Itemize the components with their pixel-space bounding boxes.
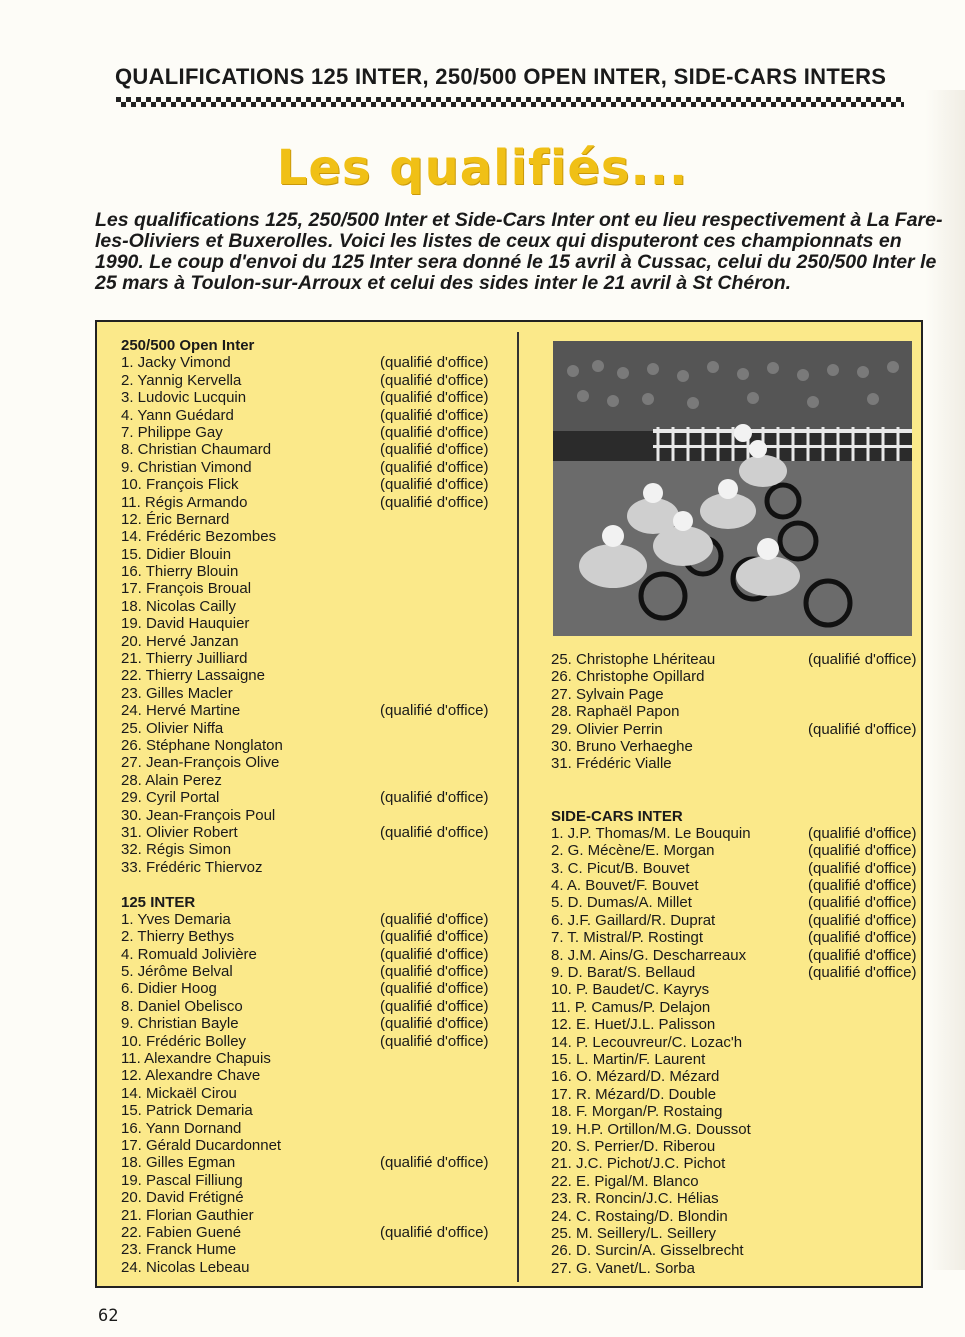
rider-row	[551, 721, 921, 738]
crew-row	[551, 1173, 921, 1190]
rider-name: 30. Bruno Verhaeghe	[551, 737, 693, 755]
qualification-status: (qualifié d'office)	[808, 877, 917, 895]
open-inter-list	[121, 354, 511, 876]
rider-name: 18. Gilles Egman	[121, 1154, 236, 1172]
rider-row	[121, 1137, 511, 1154]
rider-name: 23. Gilles Macler	[121, 684, 233, 702]
crew-name: 17. R. Mézard/D. Double	[551, 1085, 717, 1103]
rider-name: 7. Philippe Gay	[121, 423, 223, 441]
rider-row	[121, 650, 511, 667]
inter-125-continued-list	[551, 651, 921, 773]
crew-row	[551, 981, 921, 998]
checkered-rule	[116, 97, 904, 107]
rider-row	[121, 963, 511, 980]
rider-row	[121, 807, 511, 824]
rider-row	[121, 737, 511, 754]
crew-row	[551, 1260, 921, 1277]
crew-row	[551, 1016, 921, 1033]
crew-name: 4. A. Bouvet/F. Bouvet	[551, 877, 699, 895]
rider-name: 25. Olivier Niffa	[121, 719, 224, 737]
motocross-start-photo	[553, 341, 912, 636]
crew-row	[551, 964, 921, 981]
rider-name: 15. Didier Blouin	[121, 545, 232, 563]
rider-name: 32. Régis Simon	[121, 841, 232, 859]
rider-name: 11. Alexandre Chapuis	[121, 1050, 271, 1068]
crew-row	[551, 1138, 921, 1155]
rider-row	[121, 580, 511, 597]
rider-name: 31. Olivier Robert	[121, 823, 238, 841]
photo-illustration	[553, 341, 912, 636]
rider-name: 19. Pascal Filliung	[121, 1171, 243, 1189]
crew-name: 9. D. Barat/S. Bellaud	[551, 964, 696, 982]
crew-row	[551, 1225, 921, 1242]
rider-row	[121, 1015, 511, 1032]
rider-name: 21. Florian Gauthier	[121, 1206, 254, 1224]
qualification-status: (qualifié d'office)	[380, 1154, 489, 1172]
rider-row	[551, 755, 921, 772]
crew-row	[551, 929, 921, 946]
qualification-status: (qualifié d'office)	[808, 946, 917, 964]
rider-name: 33. Frédéric Thiervoz	[121, 858, 263, 876]
qualification-status: (qualifié d'office)	[808, 894, 917, 912]
qualification-status: (qualifié d'office)	[380, 371, 489, 389]
rider-row	[121, 1102, 511, 1119]
crew-name: 5. D. Dumas/A. Millet	[551, 894, 692, 912]
rider-row	[121, 546, 511, 563]
crew-name: 26. D. Surcin/A. Gisselbrecht	[551, 1242, 744, 1260]
crew-name: 10. P. Baudet/C. Kayrys	[551, 981, 710, 999]
qualification-status: (qualifié d'office)	[808, 964, 917, 982]
qualification-status: (qualifié d'office)	[380, 406, 489, 424]
rider-row	[121, 911, 511, 928]
qualification-status: (qualifié d'office)	[808, 651, 917, 668]
crew-name: 16. O. Mézard/D. Mézard	[551, 1068, 720, 1086]
crew-row	[551, 947, 921, 964]
qualification-status: (qualifié d'office)	[380, 458, 489, 476]
intro-paragraph: Les qualifications 125, 250/500 Inter et Side-Cars Inter ont eu lieu respectivement à La Fare-les-Oliviers et Buxerolles. Voici les listes de ceux qui disputeront ces championnats en 1990. Le coup d'envoi du 125 Inter sera donné le 15 avril à Cussac, celui du 250/500 Inter le 25 mars à Toulon-sur-Arroux et celui des sides inter le 21 avril à St Chéron.	[95, 209, 943, 294]
qualification-status: (qualifié d'office)	[380, 789, 489, 807]
crew-name: 8. J.M. Ains/G. Descharreaux	[551, 946, 747, 964]
crew-row	[551, 825, 921, 842]
rider-row	[121, 720, 511, 737]
rider-name: 6. Didier Hoog	[121, 980, 217, 998]
rider-name: 2. Yannig Kervella	[121, 371, 242, 389]
qualification-status: (qualifié d'office)	[380, 354, 489, 372]
qualification-status: (qualifié d'office)	[380, 493, 489, 511]
sidecars-list	[551, 825, 921, 1277]
rider-row	[551, 686, 921, 703]
rider-row	[551, 738, 921, 755]
crew-name: 25. M. Seillery/L. Seillery	[551, 1224, 717, 1242]
qualification-status: (qualifié d'office)	[380, 389, 489, 407]
crew-row	[551, 894, 921, 911]
crew-row	[551, 1086, 921, 1103]
crew-name: 24. C. Rostaing/D. Blondin	[551, 1207, 728, 1225]
crew-name: 23. R. Roncin/J.C. Hélias	[551, 1190, 719, 1208]
rider-row	[121, 998, 511, 1015]
rider-row	[121, 772, 511, 789]
rider-row	[121, 372, 511, 389]
qualification-status: (qualifié d'office)	[380, 702, 489, 720]
rider-row	[121, 667, 511, 684]
crew-row	[551, 1190, 921, 1207]
rider-name: 3. Ludovic Lucquin	[121, 389, 247, 407]
crew-row	[551, 877, 921, 894]
rider-row	[121, 615, 511, 632]
rider-name: 22. Thierry Lassaigne	[121, 667, 265, 685]
rider-name: 22. Fabien Guené	[121, 1223, 242, 1241]
rider-name: 16. Yann Dornand	[121, 1119, 242, 1137]
qualification-status: (qualifié d'office)	[380, 980, 489, 998]
rider-name: 12. Alexandre Chave	[121, 1067, 261, 1085]
rider-row	[121, 354, 511, 371]
rider-row	[121, 685, 511, 702]
rider-name: 9. Christian Bayle	[121, 1015, 239, 1033]
rider-name: 18. Nicolas Cailly	[121, 597, 237, 615]
rider-row	[121, 528, 511, 545]
qualification-status: (qualifié d'office)	[380, 1032, 489, 1050]
crew-row	[551, 1208, 921, 1225]
crew-name: 14. P. Lecouvreur/C. Lozac'h	[551, 1033, 743, 1051]
rider-name: 28. Raphaël Papon	[551, 703, 680, 721]
rider-row	[121, 494, 511, 511]
rider-row	[551, 668, 921, 685]
left-column	[121, 337, 511, 1276]
rider-name: 28. Alain Perez	[121, 771, 222, 789]
crew-name: 20. S. Perrier/D. Riberou	[551, 1137, 716, 1155]
rider-name: 17. François Broual	[121, 580, 252, 598]
rider-name: 23. Franck Hume	[121, 1241, 237, 1259]
spacer	[551, 773, 921, 790]
qualification-status: (qualifié d'office)	[380, 423, 489, 441]
rider-row	[121, 1085, 511, 1102]
qualification-status: (qualifié d'office)	[808, 911, 917, 929]
rider-name: 20. Hervé Janzan	[121, 632, 239, 650]
rider-name: 11. Régis Armando	[121, 493, 248, 511]
crew-name: 27. G. Vanet/L. Sorba	[551, 1259, 695, 1277]
rider-row	[121, 702, 511, 719]
rider-row	[121, 1224, 511, 1241]
crew-name: 12. E. Huet/J.L. Palisson	[551, 1016, 716, 1034]
rider-name: 12. Éric Bernard	[121, 510, 230, 528]
rider-row	[121, 859, 511, 876]
right-column	[551, 651, 921, 1277]
section-header: QUALIFICATIONS 125 INTER, 250/500 OPEN INTER, SIDE-CARS INTERS	[115, 64, 887, 89]
crew-row	[551, 999, 921, 1016]
rider-row	[121, 407, 511, 424]
rider-name: 1. Yves Demaria	[121, 910, 231, 928]
page-number: 62	[98, 1306, 119, 1326]
rider-name: 26. Stéphane Nonglaton	[121, 736, 283, 754]
crew-row	[551, 1103, 921, 1120]
rider-name: 4. Romuald Jolivière	[121, 945, 257, 963]
rider-name: 8. Daniel Obelisco	[121, 997, 243, 1015]
rider-row	[121, 563, 511, 580]
rider-row	[121, 424, 511, 441]
rider-row	[121, 1050, 511, 1067]
qualification-status: (qualifié d'office)	[380, 910, 489, 928]
rider-row	[121, 598, 511, 615]
crew-name: 15. L. Martin/F. Laurent	[551, 1050, 706, 1068]
rider-name: 17. Gérald Ducardonnet	[121, 1136, 282, 1154]
qualification-status: (qualifié d'office)	[808, 859, 917, 877]
rider-row	[551, 651, 921, 668]
qualification-status: (qualifié d'office)	[380, 823, 489, 841]
rider-row	[121, 476, 511, 493]
qualification-status: (qualifié d'office)	[808, 842, 917, 860]
crew-name: 2. G. Mécène/E. Morgan	[551, 842, 715, 860]
qualification-status: (qualifié d'office)	[380, 1015, 489, 1033]
rider-name: 4. Yann Guédard	[121, 406, 234, 424]
spacer	[121, 876, 511, 893]
rider-name: 15. Patrick Demaria	[121, 1102, 253, 1120]
rider-name: 31. Frédéric Vialle	[551, 755, 672, 773]
crew-name: 3. C. Picut/B. Bouvet	[551, 859, 690, 877]
rider-name: 25. Christophe Lhériteau	[551, 651, 716, 668]
crew-name: 7. T. Mistral/P. Rostingt	[551, 929, 704, 947]
crew-name: 11. P. Camus/P. Delajon	[551, 998, 711, 1016]
rider-name: 29. Cyril Portal	[121, 789, 220, 807]
crew-row	[551, 1034, 921, 1051]
inter-125-title: 125 INTER	[121, 893, 196, 911]
qualification-status: (qualifié d'office)	[808, 720, 917, 738]
crew-row	[551, 860, 921, 877]
rider-name: 16. Thierry Blouin	[121, 563, 239, 581]
rider-row	[121, 824, 511, 841]
rider-name: 20. David Frétigné	[121, 1189, 244, 1207]
spacer	[551, 790, 921, 807]
crew-row	[551, 912, 921, 929]
rider-row	[121, 1189, 511, 1206]
rider-row	[121, 754, 511, 771]
rider-name: 21. Thierry Juilliard	[121, 650, 248, 668]
column-divider	[517, 332, 519, 1282]
rider-name: 30. Jean-François Poul	[121, 806, 276, 824]
rider-name: 24. Nicolas Lebeau	[121, 1258, 250, 1276]
rider-name: 27. Jean-François Olive	[121, 754, 280, 772]
rider-name: 26. Christophe Opillard	[551, 668, 705, 686]
rider-name: 5. Jérôme Belval	[121, 963, 233, 981]
inter-125-list	[121, 911, 511, 1276]
open-inter-title: 250/500 Open Inter	[121, 337, 255, 354]
crew-name: 22. E. Pigal/M. Blanco	[551, 1172, 699, 1190]
crew-row	[551, 842, 921, 859]
rider-name: 10. Frédéric Bolley	[121, 1032, 247, 1050]
page-title: Les qualifiés...	[276, 140, 689, 196]
qualification-status: (qualifié d'office)	[380, 441, 489, 459]
rider-row	[121, 1120, 511, 1137]
qualification-status: (qualifié d'office)	[380, 997, 489, 1015]
rider-name: 24. Hervé Martine	[121, 702, 241, 720]
sidecars-title: SIDE-CARS INTER	[551, 807, 683, 825]
rider-row	[121, 1207, 511, 1224]
rider-row	[121, 459, 511, 476]
rider-row	[121, 946, 511, 963]
crew-name: 19. H.P. Ortillon/M.G. Doussot	[551, 1120, 751, 1138]
rider-row	[551, 703, 921, 720]
rider-name: 29. Olivier Perrin	[551, 720, 663, 738]
crew-name: 6. J.F. Gaillard/R. Duprat	[551, 911, 716, 929]
rider-row	[121, 1259, 511, 1276]
rider-row	[121, 389, 511, 406]
rider-name: 8. Christian Chaumard	[121, 441, 272, 459]
rider-row	[121, 1241, 511, 1258]
rider-row	[121, 1067, 511, 1084]
rider-row	[121, 980, 511, 997]
rider-row	[121, 511, 511, 528]
qualification-status: (qualifié d'office)	[808, 929, 917, 947]
rider-name: 10. François Flick	[121, 476, 239, 494]
rider-name: 27. Sylvain Page	[551, 685, 664, 703]
qualification-status: (qualifié d'office)	[380, 963, 489, 981]
rider-name: 19. David Hauquier	[121, 615, 250, 633]
rider-name: 1. Jacky Vimond	[121, 354, 231, 372]
qualification-status: (qualifié d'office)	[380, 945, 489, 963]
qualification-status: (qualifié d'office)	[808, 824, 917, 842]
crew-name: 21. J.C. Pichot/J.C. Pichot	[551, 1155, 726, 1173]
rider-name: 9. Christian Vimond	[121, 458, 252, 476]
rider-name: 14. Mickaël Cirou	[121, 1084, 237, 1102]
crew-row	[551, 1121, 921, 1138]
crew-name: 18. F. Morgan/P. Rostaing	[551, 1103, 723, 1121]
crew-row	[551, 1051, 921, 1068]
rider-row	[121, 789, 511, 806]
rider-row	[121, 441, 511, 458]
qualification-status: (qualifié d'office)	[380, 476, 489, 494]
crew-row	[551, 1155, 921, 1172]
qualification-status: (qualifié d'office)	[380, 928, 489, 946]
rider-row	[121, 633, 511, 650]
rider-row	[121, 928, 511, 945]
rider-name: 14. Frédéric Bezombes	[121, 528, 277, 546]
crew-row	[551, 1242, 921, 1259]
crew-name: 1. J.P. Thomas/M. Le Bouquin	[551, 824, 751, 842]
crew-row	[551, 1068, 921, 1085]
rider-row	[121, 1033, 511, 1050]
qualification-status: (qualifié d'office)	[380, 1223, 489, 1241]
rider-row	[121, 1172, 511, 1189]
rider-row	[121, 841, 511, 858]
rider-name: 2. Thierry Bethys	[121, 928, 235, 946]
rider-row	[121, 1154, 511, 1171]
